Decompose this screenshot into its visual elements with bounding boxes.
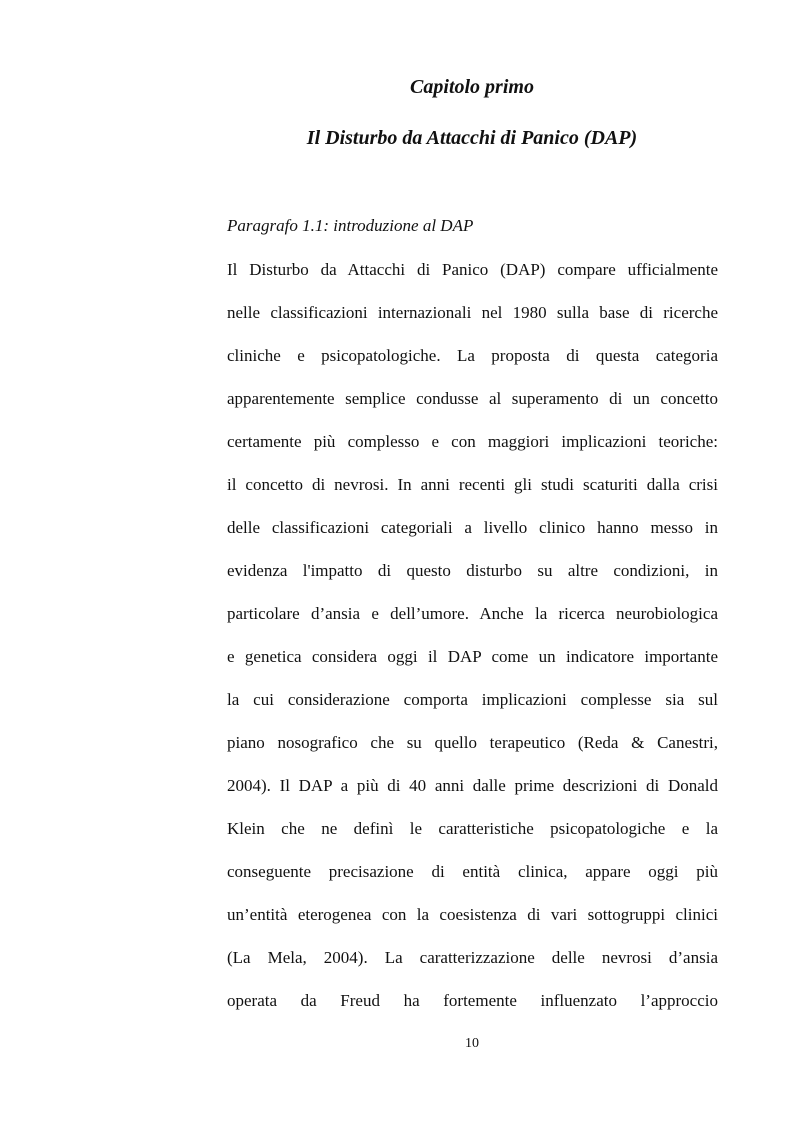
text-line: certamente più complesso e con maggiori implicazioni teoriche: — [227, 432, 718, 451]
text-line: cliniche e psicopatologiche. La proposta di questa categoria — [227, 346, 718, 365]
text-line: Klein che ne definì le caratteristiche psicopatologiche e la — [227, 819, 718, 838]
text-line: la cui considerazione comporta implicazioni complesse sia sul — [227, 690, 718, 709]
page-number: 10 — [465, 1036, 479, 1051]
text-line: Il Disturbo da Attacchi di Panico (DAP) compare ufficialmente — [227, 260, 718, 279]
text-line: operata da Freud ha fortemente influenzato l’approccio — [227, 991, 718, 1010]
text-line: 2004). Il DAP a più di 40 anni dalle prime descrizioni di Donald — [227, 776, 718, 795]
text-line: piano nosografico che su quello terapeutico (Reda & Canestri, — [227, 733, 718, 752]
text-line: (La Mela, 2004). La caratterizzazione delle nevrosi d’ansia — [227, 948, 718, 967]
text-line: evidenza l'impatto di questo disturbo su altre condizioni, in — [227, 561, 718, 580]
text-line: e genetica considera oggi il DAP come un indicatore importante — [227, 647, 718, 666]
section-heading: Paragrafo 1.1: introduzione al DAP — [227, 216, 474, 235]
text-line: apparentemente semplice condusse al superamento di un concetto — [227, 389, 718, 408]
text-line: delle classificazioni categoriali a livello clinico hanno messo in — [227, 518, 718, 537]
text-line: il concetto di nevrosi. In anni recenti gli studi scaturiti dalla crisi — [227, 475, 718, 494]
text-line: un’entità eterogenea con la coesistenza di vari sottogruppi clinici — [227, 905, 718, 924]
text-line: particolare d’ansia e dell’umore. Anche la ricerca neurobiologica — [227, 604, 718, 623]
chapter-title: Il Disturbo da Attacchi di Panico (DAP) — [306, 127, 638, 149]
text-line: nelle classificazioni internazionali nel 1980 sulla base di ricerche — [227, 303, 718, 322]
text-line: conseguente precisazione di entità clinica, appare oggi più — [227, 862, 718, 881]
chapter-label: Capitolo primo — [410, 76, 534, 98]
